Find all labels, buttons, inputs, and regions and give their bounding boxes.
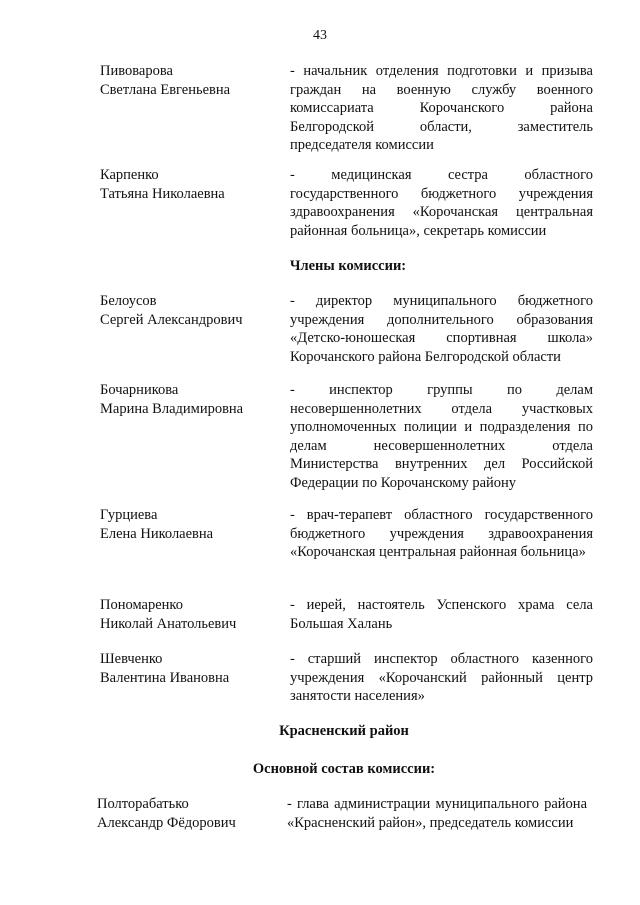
member-role: - иерей, настоятель Успенского храма села Большая Халань [290, 597, 593, 632]
section-heading-main-composition: Основной состав комиссии: [252, 761, 436, 777]
page-number: 43 [313, 28, 327, 43]
member-role: - старший инспектор областного казенного учреждения «Корочанский районный центр занятости населения» [290, 651, 593, 704]
member-name [97, 795, 272, 832]
member-role: - глава администрации муниципального района «Красненский район», председатель комиссии [287, 796, 587, 831]
member-name [100, 381, 275, 418]
member-surname: Полторабатько [97, 796, 189, 812]
member-name [100, 506, 275, 543]
member-role: - директор муниципального бюджетного учреждения дополнительного образования «Детско-юношеская спортивная школа» Корочанского района Белгородской области [290, 293, 593, 365]
member-role: - медицинская сестра областного государственного бюджетного учреждения здравоохранения «Корочанская центральная районная больница», секретарь комиссии [290, 167, 593, 239]
member-name [100, 62, 275, 99]
district-heading: Красненский район [279, 723, 409, 739]
member-given-names: Николай Анатольевич [100, 615, 237, 632]
member-surname: Белоусов [100, 293, 157, 309]
member-name [100, 292, 275, 329]
member-given-names: Елена Николаевна [100, 525, 214, 542]
member-given-names: Сергей Александрович [100, 311, 243, 328]
member-surname: Пивоварова [100, 63, 173, 79]
member-name [100, 596, 275, 633]
member-role: - инспектор группы по делам несовершеннолетних отдела участковых уполномоченных полиции и подразделения по делам несовершеннолетних отдела Министерства внутренних дел Российской Федерации по Корочанскому району [290, 382, 593, 491]
member-surname: Пономаренко [100, 597, 183, 613]
member-given-names: Светлана Евгеньевна [100, 81, 231, 98]
member-name [100, 166, 275, 203]
member-given-names: Марина Владимировна [100, 400, 244, 417]
member-role: - начальник отделения подготовки и призыва граждан на военную службу военного комиссариата Корочанского района Белгородской области, заместитель председателя комиссии [290, 63, 593, 153]
member-name [100, 650, 275, 687]
member-surname: Бочарникова [100, 382, 179, 398]
section-heading-members: Члены комиссии: [289, 258, 407, 274]
member-role: - врач-терапевт областного государственного бюджетного учреждения здравоохранения «Корочанская центральная районная больница» [290, 507, 593, 560]
member-surname: Карпенко [100, 167, 159, 183]
member-given-names: Александр Фёдорович [97, 814, 236, 831]
member-given-names: Татьяна Николаевна [100, 185, 225, 202]
member-surname: Шевченко [100, 651, 163, 667]
member-given-names: Валентина Ивановна [100, 669, 230, 686]
member-surname: Гурциева [100, 507, 158, 523]
